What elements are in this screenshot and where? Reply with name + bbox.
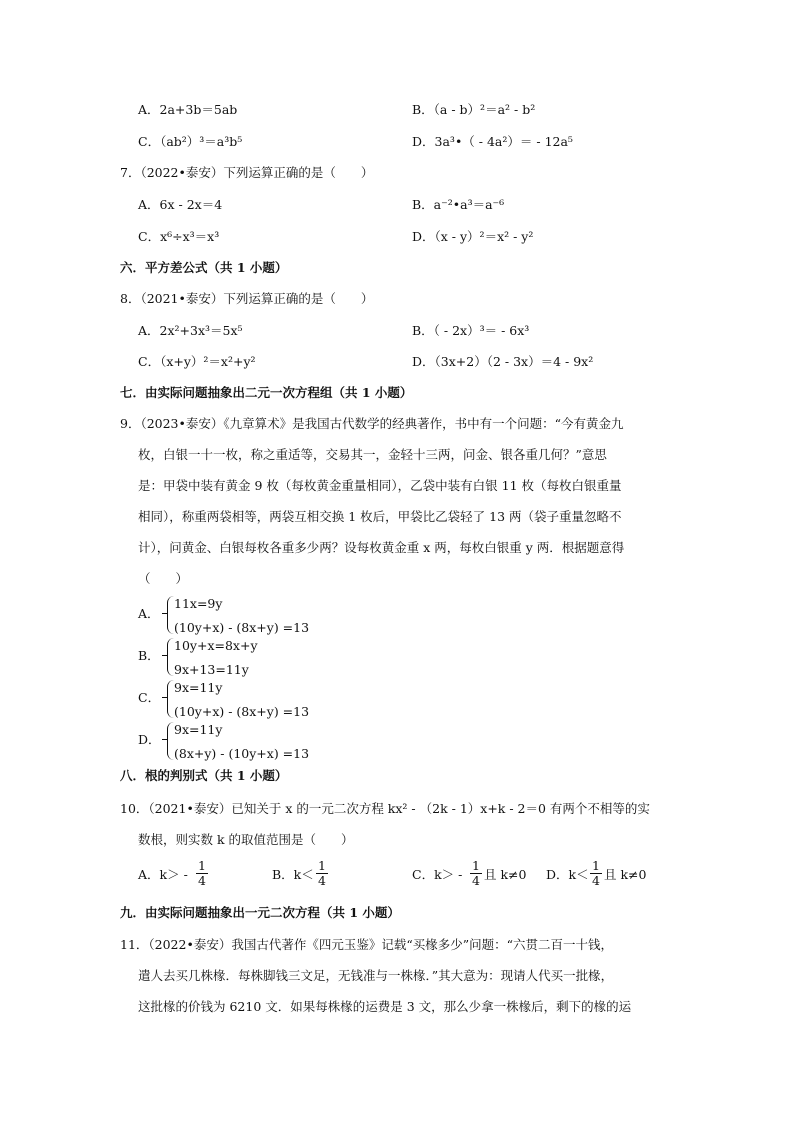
- q10-option-prefix: D．k＜: [546, 867, 589, 882]
- fraction-numerator: 1: [472, 858, 480, 873]
- section-heading-9: 九．由实际问题抽象出一元二次方程（共 1 小题）: [120, 905, 400, 920]
- q9-stem-line: 枚，白银一十一枚，称之重适等，交易其一，金轻十三两，问金、银各重几何？”意思: [138, 447, 607, 462]
- fraction-denominator: 4: [198, 873, 206, 888]
- section-heading-6: 六．平方差公式（共 1 小题）: [120, 260, 288, 275]
- q7-option-c[interactable]: C．x⁶÷x³＝x³: [138, 229, 220, 244]
- q9-equation: (10y+x) - (8x+y) =13: [174, 704, 310, 719]
- fraction-denominator: 4: [318, 873, 326, 888]
- section-heading-8: 八．根的判别式（共 1 小题）: [120, 768, 288, 783]
- q8-option-b[interactable]: B．（ - 2x）³＝ - 6x³: [412, 323, 530, 338]
- q9-stem-line: 9．（2023•泰安）《九章算术》是我国古代数学的经典著作，书中有一个问题：“今有黄金九: [120, 416, 624, 431]
- q11-stem-line: 遣人去买几株椽．每株脚钱三文足，无钱准与一株椽．”其大意为：现请人代买一批椽，: [138, 968, 614, 983]
- fraction-numerator: 1: [592, 858, 600, 873]
- fraction-denominator: 4: [592, 873, 600, 888]
- q7-stem: 7．（2022•泰安）下列运算正确的是（ ）: [120, 165, 374, 180]
- q10-option-suffix: 且 k≠0: [604, 867, 647, 882]
- q8-option-c[interactable]: C．（x+y）²＝x²+y²: [138, 354, 256, 369]
- fraction-numerator: 1: [198, 858, 206, 873]
- q9-stem-line: （ ）: [138, 571, 189, 586]
- q9-equation: 9x+13=11y: [174, 662, 249, 677]
- q10-stem-line: 数根，则实数 k 的取值范围是（ ）: [138, 832, 354, 847]
- fraction: [470, 859, 482, 888]
- q9-option-label: D．: [138, 732, 161, 747]
- q9-stem-line: 计），问黄金、白银每枚各重多少两？设每枚黄金重 x 两，每枚白银重 y 两．根据题意得: [138, 540, 625, 555]
- q11-stem-line: 11．（2022•泰安）我国古代著作《四元玉鉴》记载“买椽多少”问题：“六贯二百一十钱，: [120, 937, 614, 952]
- q9-stem-line: 是：甲袋中装有黄金 9 枚（每枚黄金重量相同），乙袋中装有白银 11 枚（每枚白银重量: [138, 478, 622, 493]
- q6-option-a[interactable]: A．2a+3b＝5ab: [138, 102, 238, 117]
- q11-stem-line: 这批椽的价钱为 6210 文．如果每株椽的运费是 3 文，那么少拿一株椽后，剩下的椽的运: [138, 999, 632, 1014]
- fraction-denominator: 4: [472, 873, 480, 888]
- q10-option-suffix: 且 k≠0: [484, 867, 527, 882]
- fraction: [316, 859, 328, 888]
- q9-equation: 9x=11y: [174, 680, 223, 695]
- q10-option-prefix: A．k＞ -: [138, 867, 188, 882]
- section-heading-7: 七．由实际问题抽象出二元一次方程组（共 1 小题）: [120, 385, 413, 400]
- q6-option-c[interactable]: C．（ab²）³＝a³b⁵: [138, 134, 243, 149]
- q9-option-label: A．: [138, 606, 160, 621]
- fraction-numerator: 1: [318, 858, 326, 873]
- q6-option-b[interactable]: B．（a - b）²＝a² - b²: [412, 102, 536, 117]
- q8-option-d[interactable]: D．（3x+2）（2 - 3x）＝4 - 9x²: [412, 354, 594, 369]
- q9-equation: (10y+x) - (8x+y) =13: [174, 620, 310, 635]
- fraction: [590, 859, 602, 888]
- q9-equation: 10y+x=8x+y: [174, 638, 258, 653]
- q7-option-a[interactable]: A．6x - 2x＝4: [138, 197, 223, 212]
- q9-option-label: B．: [138, 648, 160, 663]
- q10-option-prefix: B．k＜: [272, 867, 314, 882]
- q8-option-a[interactable]: A．2x²+3x³＝5x⁵: [138, 323, 243, 338]
- q10-stem-line: 10．（2021•泰安）已知关于 x 的一元二次方程 kx² - （2k - 1）x+k - 2＝0 有两个不相等的实: [120, 801, 650, 816]
- q7-option-d[interactable]: D．（x - y）²＝x² - y²: [412, 229, 534, 244]
- q10-option-prefix: C．k＞ -: [412, 867, 463, 882]
- q7-option-b[interactable]: B．a⁻²•a³＝a⁻⁶: [412, 197, 505, 212]
- q9-option-label: C．: [138, 690, 161, 705]
- fraction: [196, 859, 208, 888]
- q9-stem-line: 相同），称重两袋相等，两袋互相交换 1 枚后，甲袋比乙袋轻了 13 两（袋子重量忽略不: [138, 509, 622, 524]
- q9-equation: 11x=9y: [174, 596, 223, 611]
- q8-stem: 8．（2021•泰安）下列运算正确的是（ ）: [120, 291, 374, 306]
- q6-option-d[interactable]: D．3a³•（ - 4a²）＝ - 12a⁵: [412, 134, 573, 149]
- q9-equation: 9x=11y: [174, 722, 223, 737]
- q9-equation: (8x+y) - (10y+x) =13: [174, 746, 310, 761]
